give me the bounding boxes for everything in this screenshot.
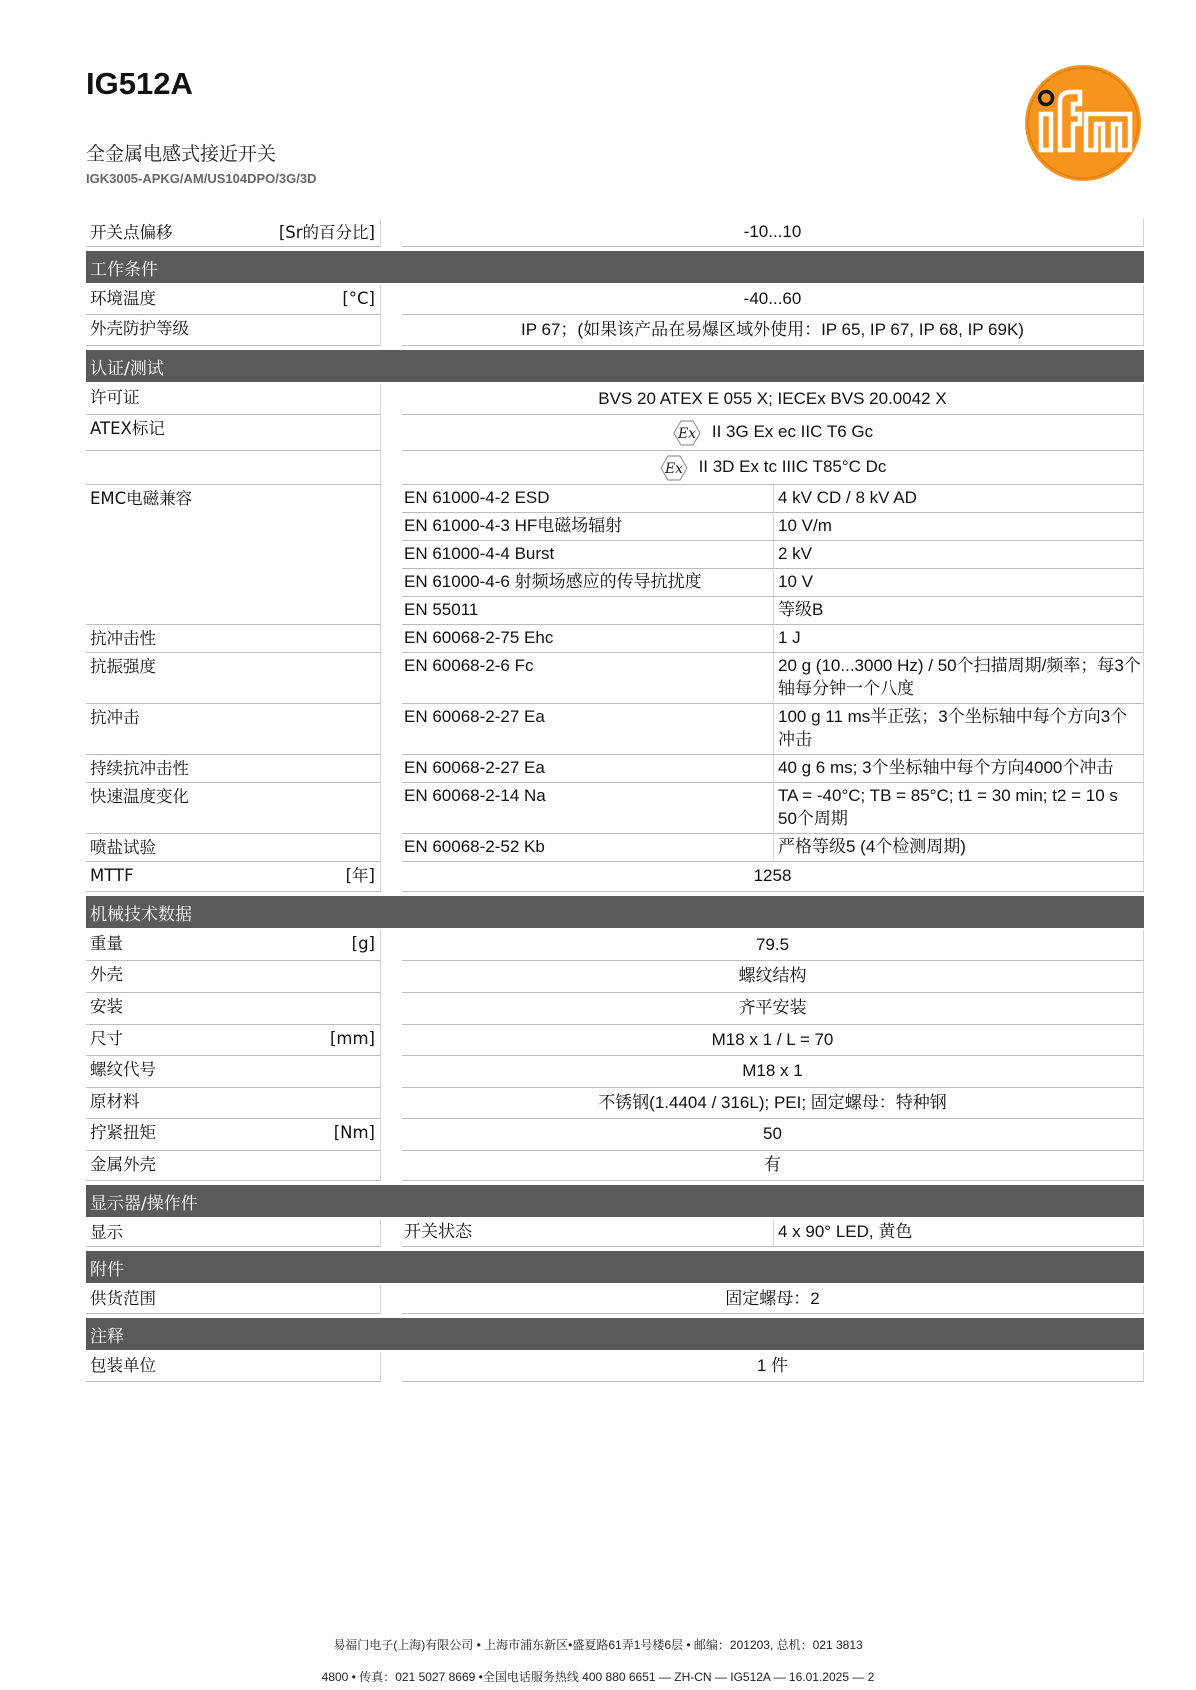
std-shock-resistance: EN 60068-2-75 Ehc [402,625,774,653]
emc-standard: EN 61000-4-2 ESD [402,485,774,513]
label-thread: 螺纹代号 [90,1060,156,1079]
emc-value: 2 kV [774,541,1144,569]
value-thread: M18 x 1 [402,1056,1144,1088]
display-switching-status: 开关状态 [402,1219,774,1247]
label-vibration: 抗振强度 [90,657,156,676]
value-packaging-unit: 1 件 [402,1352,1144,1382]
label-salt-spray: 喷盐试验 [90,838,156,857]
value-vibration: 20 g (10...3000 Hz) / 50个扫描周期/频率；每3个轴每分钟一个八度 [774,653,1144,704]
product-title: IG512A [86,66,193,101]
label-metal-housing: 金属外壳 [90,1155,156,1174]
section-notes [86,1318,1144,1350]
ifm-logo-icon [1024,64,1142,182]
row-packaging-unit [86,1352,1144,1382]
row-atex-marking-2 [86,451,1144,485]
label-license: 许可证 [90,388,140,407]
row-shock [86,704,1144,755]
section-title: 显示器/操作件 [90,1193,198,1214]
row-atex-marking-1 [86,415,1144,451]
section-operating-conditions [86,251,1144,283]
value-rapid-temperature-change: TA = -40°C; TB = 85°C; t1 = 30 min; t2 = 10 s 50个周期 [774,783,1144,834]
label-shock-resistance: 抗冲击性 [90,629,156,648]
svg-text:Ex: Ex [677,425,696,442]
std-vibration: EN 60068-2-6 Fc [402,653,774,704]
emc-standard: EN 61000-4-3 HF电磁场辐射 [402,513,774,541]
value-protection-rating: IP 67；(如果该产品在易爆区域外使用：IP 65, IP 67, IP 68, IP 69K) [402,315,1144,346]
row-metal-housing [86,1151,1144,1181]
value-shock-resistance: 1 J [774,625,1144,653]
row-shock-resistance [86,625,1144,653]
value-weight: 79.5 [402,930,1144,961]
unit-dimensions: [mm] [329,1029,375,1048]
value-torque: 50 [402,1119,1144,1151]
value-ambient-temperature: -40...60 [402,285,1144,315]
emc-value: 4 kV CD / 8 kV AD [774,485,1144,513]
section-accessories [86,1251,1144,1283]
row-ambient-temperature [86,285,1144,315]
std-continuous-shock: EN 60068-2-27 Ea [402,755,774,783]
unit-switch-point-drift: [Sr的百分比] [278,223,375,242]
emc-value: 10 V/m [774,513,1144,541]
label-ambient-temperature: 环境温度 [90,289,156,308]
value-license: BVS 20 ATEX E 055 X; IECEx BVS 20.0042 X [402,384,1144,415]
row-material [86,1088,1144,1119]
row-dimensions [86,1025,1144,1056]
value-material: 不锈钢(1.4404 / 316L); PEI; 固定螺母：特种钢 [402,1088,1144,1119]
label-housing: 外壳 [90,965,123,984]
row-mounting [86,993,1144,1025]
std-salt-spray: EN 60068-2-52 Kb [402,834,774,862]
row-emc [86,485,1144,625]
footer-contact: 4800 • 传真：021 5027 8669 •全国电话服务热线 400 880 6651 — ZH-CN — IG512A — 16.01.2025 — 2 [321,1670,875,1684]
section-approvals [86,350,1144,382]
unit-torque: [Nm] [333,1123,375,1142]
value-dimensions: M18 x 1 / L = 70 [402,1025,1144,1056]
emc-standard: EN 55011 [402,597,774,625]
value-continuous-shock: 40 g 6 ms; 3个坐标轴中每个方向4000个冲击 [774,755,1144,783]
row-weight [86,930,1144,961]
label-mounting: 安装 [90,997,123,1016]
label-scope-of-supply: 供货范围 [90,1289,156,1308]
label-shock: 抗冲击 [90,708,140,727]
section-title: 机械技术数据 [90,904,192,925]
row-switch-point-drift [86,219,1144,247]
emc-row [402,541,1144,569]
row-scope-of-supply [86,1285,1144,1314]
label-emc: EMC电磁兼容 [90,489,193,508]
row-mttf [86,862,1144,892]
label-torque: 拧紧扭矩 [90,1123,156,1142]
section-title: 注释 [90,1326,124,1347]
label-continuous-shock: 持续抗冲击性 [90,759,189,778]
value-metal-housing: 有 [402,1151,1144,1181]
row-rapid-temperature-change [86,783,1144,834]
value-salt-spray: 严格等级5 (4个检测周期) [774,834,1144,862]
value-switch-point-drift: -10...10 [402,219,1144,247]
value-display: 4 x 90° LED, 黄色 [774,1219,1144,1247]
section-title: 认证/测试 [90,358,164,379]
value-scope-of-supply: 固定螺母：2 [402,1285,1144,1314]
row-license [86,384,1144,415]
row-vibration [86,653,1144,704]
label-mttf: MTTF [90,866,134,885]
unit-mttf: [年] [345,866,375,885]
emc-row [402,569,1144,597]
row-continuous-shock [86,755,1144,783]
section-title: 工作条件 [90,259,158,280]
std-rapid-temperature-change: EN 60068-2-14 Na [402,783,774,834]
emc-value: 10 V [774,569,1144,597]
label-weight: 重量 [90,934,123,953]
label-switch-point-drift: 开关点偏移 [90,223,173,242]
label-protection-rating: 外壳防护等级 [90,319,189,338]
emc-standard: EN 61000-4-4 Burst [402,541,774,569]
row-display [86,1219,1144,1247]
ex-hexagon-icon [659,454,689,482]
label-display: 显示 [90,1223,123,1242]
svg-text:Ex: Ex [664,460,683,477]
row-housing [86,961,1144,993]
value-housing: 螺纹结构 [402,961,1144,993]
footer-address: 易福门电子(上海)有限公司 • 上海市浦东新区•盛夏路61弄1号楼6层 • 邮编：201203, 总机：021 3813 [333,1638,863,1652]
unit-ambient-temperature: [°C] [342,289,375,308]
value-mounting: 齐平安装 [402,993,1144,1025]
product-description: 全金属电感式接近开关 [86,143,277,165]
section-display [86,1185,1144,1217]
section-mechanical-data [86,896,1144,928]
ex-hexagon-icon [672,419,702,447]
datasheet-table [86,219,1144,1382]
label-rapid-temperature-change: 快速温度变化 [90,787,189,806]
emc-standard: EN 61000-4-6 射频场感应的传导抗扰度 [402,569,774,597]
emc-value: 等级B [774,597,1144,625]
value-mttf: 1258 [402,862,1144,892]
row-protection-rating [86,315,1144,346]
row-torque [86,1119,1144,1151]
value-atex-marking-2: II 3D Ex tc IIIC T85°C Dc [698,457,887,477]
value-shock: 100 g 11 ms半正弦；3个坐标轴中每个方向3个冲击 [774,704,1144,755]
emc-row [402,485,1144,513]
label-atex-marking: ATEX标记 [90,419,165,438]
article-code: IGK3005-APKG/AM/US104DPO/3G/3D [86,171,317,186]
label-dimensions: 尺寸 [90,1029,123,1048]
label-packaging-unit: 包装单位 [90,1356,156,1375]
emc-row [402,513,1144,541]
row-salt-spray [86,834,1144,862]
row-thread [86,1056,1144,1088]
section-title: 附件 [90,1259,124,1280]
unit-weight: [g] [351,934,375,953]
std-shock: EN 60068-2-27 Ea [402,704,774,755]
value-atex-marking-1: II 3G Ex ec IIC T6 Gc [711,422,874,442]
emc-row [402,597,1144,625]
label-material: 原材料 [90,1092,140,1111]
